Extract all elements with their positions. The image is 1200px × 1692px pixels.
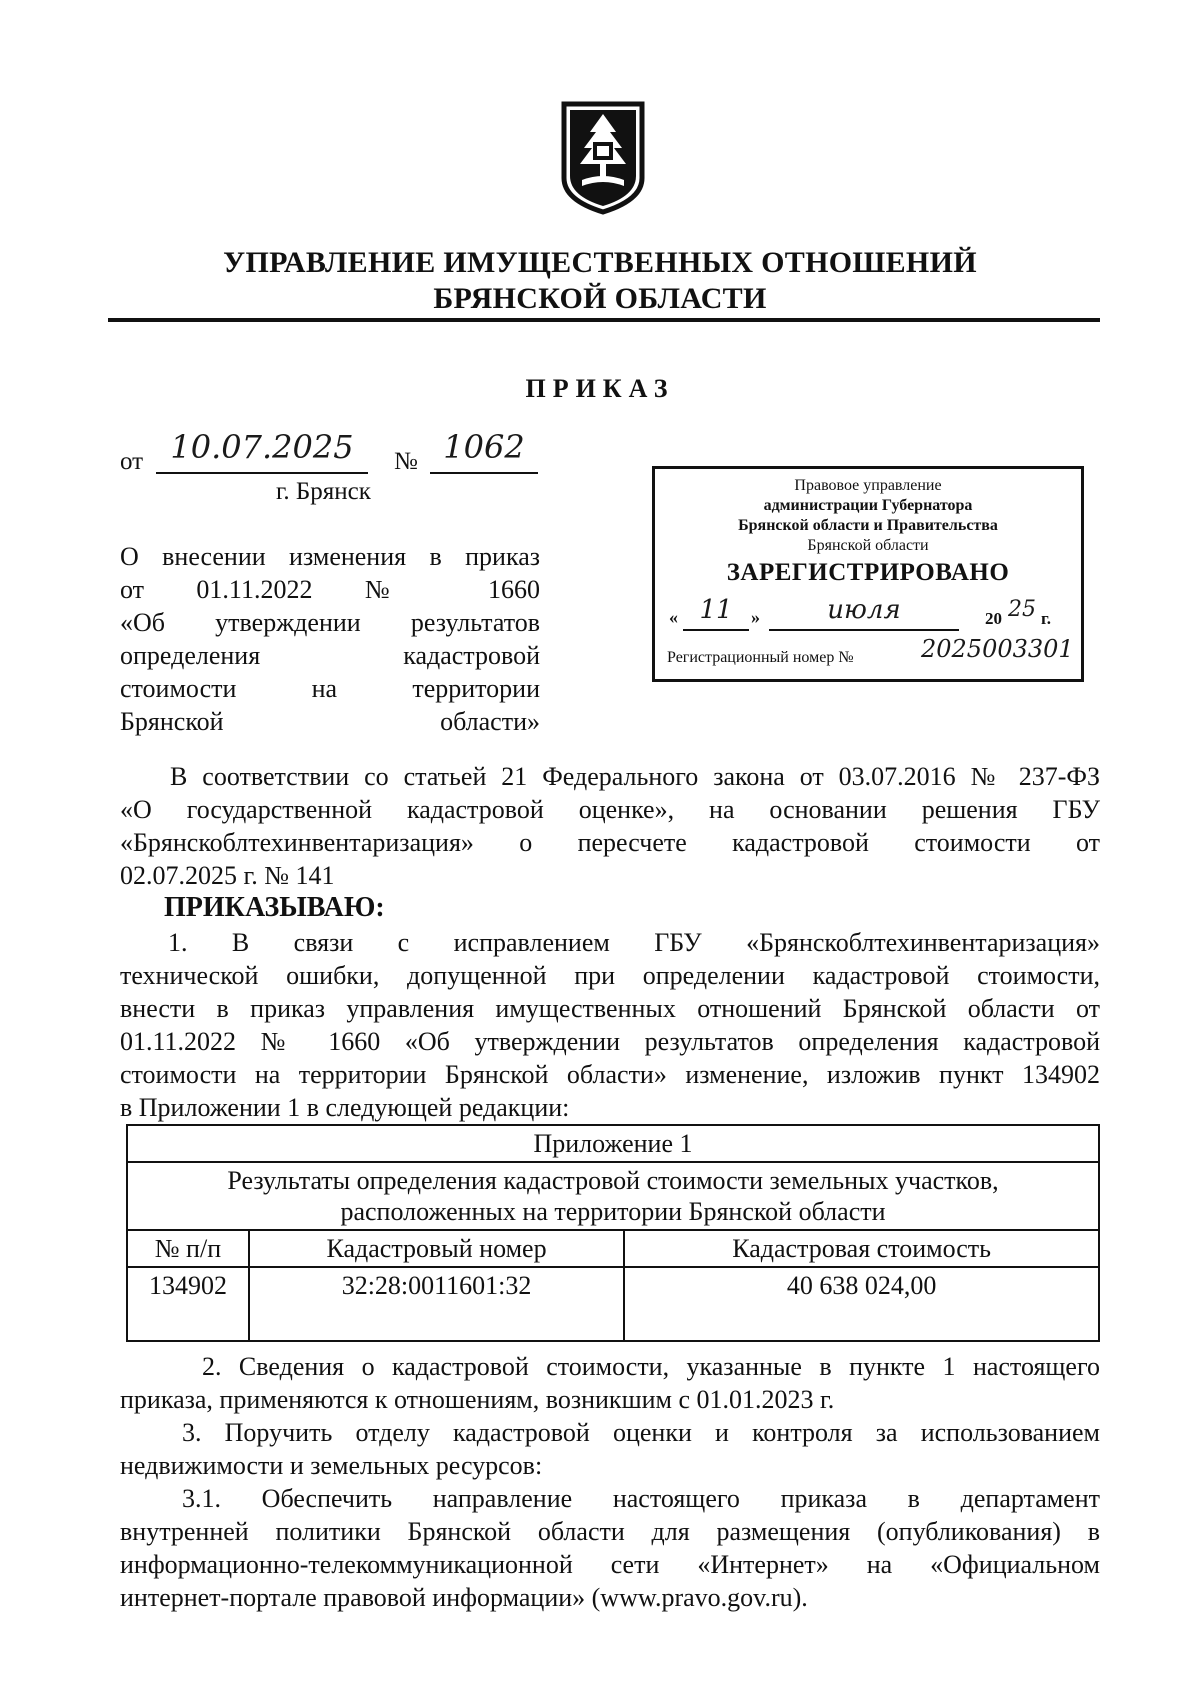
preamble bbox=[120, 760, 1100, 892]
number-underline bbox=[430, 472, 538, 474]
subject-line: стоимости на территории bbox=[120, 674, 540, 703]
document-type: ПРИКАЗ bbox=[525, 374, 675, 403]
item-line: интернет-портале правовой информации» (www.pravo.gov.ru). bbox=[120, 1583, 808, 1612]
order-date: 10.07.2025 bbox=[170, 428, 354, 466]
stamp-month: июля bbox=[827, 595, 901, 625]
item-line: в Приложении 1 в следующей редакции: bbox=[120, 1093, 570, 1122]
table-subtitle-row bbox=[127, 1162, 1099, 1230]
stamp-line: администрации Губернатора bbox=[763, 497, 973, 514]
item-line: приказа, применяются к отношениям, возникшим с 01.01.2023 г. bbox=[120, 1385, 835, 1414]
stamp-day-underline bbox=[683, 629, 749, 631]
table-cell: 40 638 024,00 bbox=[624, 1267, 1099, 1341]
stamp-year-prefix: 20 bbox=[985, 609, 1002, 628]
date-underline bbox=[156, 472, 368, 474]
item-line: 01.11.2022 № 1660 «Об утверждении результатов определения кадастровой bbox=[120, 1027, 1100, 1056]
stamp-quote-close: » bbox=[751, 607, 760, 627]
table-subtitle bbox=[127, 1162, 1099, 1230]
stamp-quote-open: « bbox=[669, 607, 678, 627]
table-cell: 32:28:0011601:32 bbox=[249, 1267, 624, 1341]
decree-heading: ПРИКАЗЫВАЮ: bbox=[164, 892, 385, 923]
table-subtitle-line: расположенных на территории Брянской области bbox=[340, 1197, 886, 1226]
column-header: № п/п bbox=[127, 1230, 249, 1267]
subject-line: Брянской области» bbox=[120, 707, 540, 736]
item-3-1 bbox=[120, 1482, 1100, 1614]
number-label: № bbox=[394, 448, 418, 475]
table-subtitle-line: Результаты определения кадастровой стоимости земельных участков, bbox=[227, 1166, 999, 1195]
item-line: недвижимости и земельных ресурсов: bbox=[120, 1451, 543, 1480]
stamp-year: 25 bbox=[1008, 597, 1036, 622]
city: г. Брянск bbox=[276, 478, 371, 505]
item-line: стоимости на территории Брянской области» изменение, изложив пункт 134902 bbox=[120, 1060, 1100, 1089]
table-row bbox=[127, 1267, 1099, 1341]
order-subject bbox=[120, 540, 540, 738]
subject-line: «Об утверждении результатов bbox=[120, 608, 540, 637]
column-header: Кадастровая стоимость bbox=[624, 1230, 1099, 1267]
table-cell: 134902 bbox=[127, 1267, 249, 1341]
item-line: 1. В связи с исправлением ГБУ «Брянскоблтехинвентаризация» bbox=[168, 928, 1100, 957]
table-title: Приложение 1 bbox=[127, 1125, 1099, 1162]
coat-of-arms-icon bbox=[560, 100, 646, 216]
stamp-line: Брянской области и Правительства bbox=[738, 517, 998, 534]
item-line: технической ошибки, допущенной при определении кадастровой стоимости, bbox=[120, 961, 1100, 990]
table-header-row bbox=[127, 1230, 1099, 1267]
item-line: 3.1. Обеспечить направление настоящего приказа в департамент bbox=[182, 1484, 1100, 1513]
preamble-line: 02.07.2025 г. № 141 bbox=[120, 861, 335, 890]
stamp-regnum-label: Регистрационный номер № bbox=[667, 649, 854, 666]
preamble-line: «О государственной кадастровой оценке», на основании решения ГБУ bbox=[120, 795, 1100, 824]
column-header: Кадастровый номер bbox=[249, 1230, 624, 1267]
subject-line: определения кадастровой bbox=[120, 641, 540, 670]
cadastral-table bbox=[126, 1124, 1100, 1342]
header-divider bbox=[108, 318, 1100, 322]
organization-name: УПРАВЛЕНИЕ ИМУЩЕСТВЕННЫХ ОТНОШЕНИЙ bbox=[223, 246, 977, 279]
stamp-status: ЗАРЕГИСТРИРОВАНО bbox=[726, 559, 1010, 586]
item-3 bbox=[120, 1416, 1100, 1482]
date-label: от bbox=[120, 448, 144, 475]
organization-region: БРЯНСКОЙ ОБЛАСТИ bbox=[433, 282, 767, 315]
preamble-line: В соответствии со статьей 21 Федерального закона от 03.07.2016 № 237-ФЗ bbox=[170, 762, 1100, 791]
subject-line: от 01.11.2022 № 1660 bbox=[120, 575, 540, 604]
item-line: внести в приказ управления имущественных отношений Брянской области от bbox=[120, 994, 1100, 1023]
preamble-line: «Брянскоблтехинвентаризация» о пересчете кадастровой стоимости от bbox=[120, 828, 1100, 857]
table-title-row bbox=[127, 1125, 1099, 1162]
item-line: информационно-телекоммуникационной сети «Интернет» на «Официальном bbox=[120, 1550, 1100, 1579]
stamp-regnum: 2025003301 bbox=[921, 635, 1074, 663]
registration-stamp bbox=[652, 466, 1084, 682]
item-1 bbox=[120, 926, 1100, 1124]
stamp-month-underline bbox=[769, 629, 959, 631]
order-number: 1062 bbox=[443, 428, 525, 466]
item-line: внутренней политики Брянской области для размещения (опубликования) в bbox=[120, 1517, 1100, 1546]
stamp-year-suffix: г. bbox=[1041, 609, 1052, 628]
stamp-line: Брянской области bbox=[807, 537, 929, 554]
stamp-line: Правовое управление bbox=[794, 477, 942, 494]
item-2 bbox=[120, 1350, 1100, 1416]
stamp-day: 11 bbox=[699, 595, 733, 625]
item-line: 3. Поручить отделу кадастровой оценки и контроля за использованием bbox=[182, 1418, 1100, 1447]
item-line: 2. Сведения о кадастровой стоимости, указанные в пункте 1 настоящего bbox=[202, 1352, 1100, 1381]
subject-line: О внесении изменения в приказ bbox=[120, 542, 540, 571]
